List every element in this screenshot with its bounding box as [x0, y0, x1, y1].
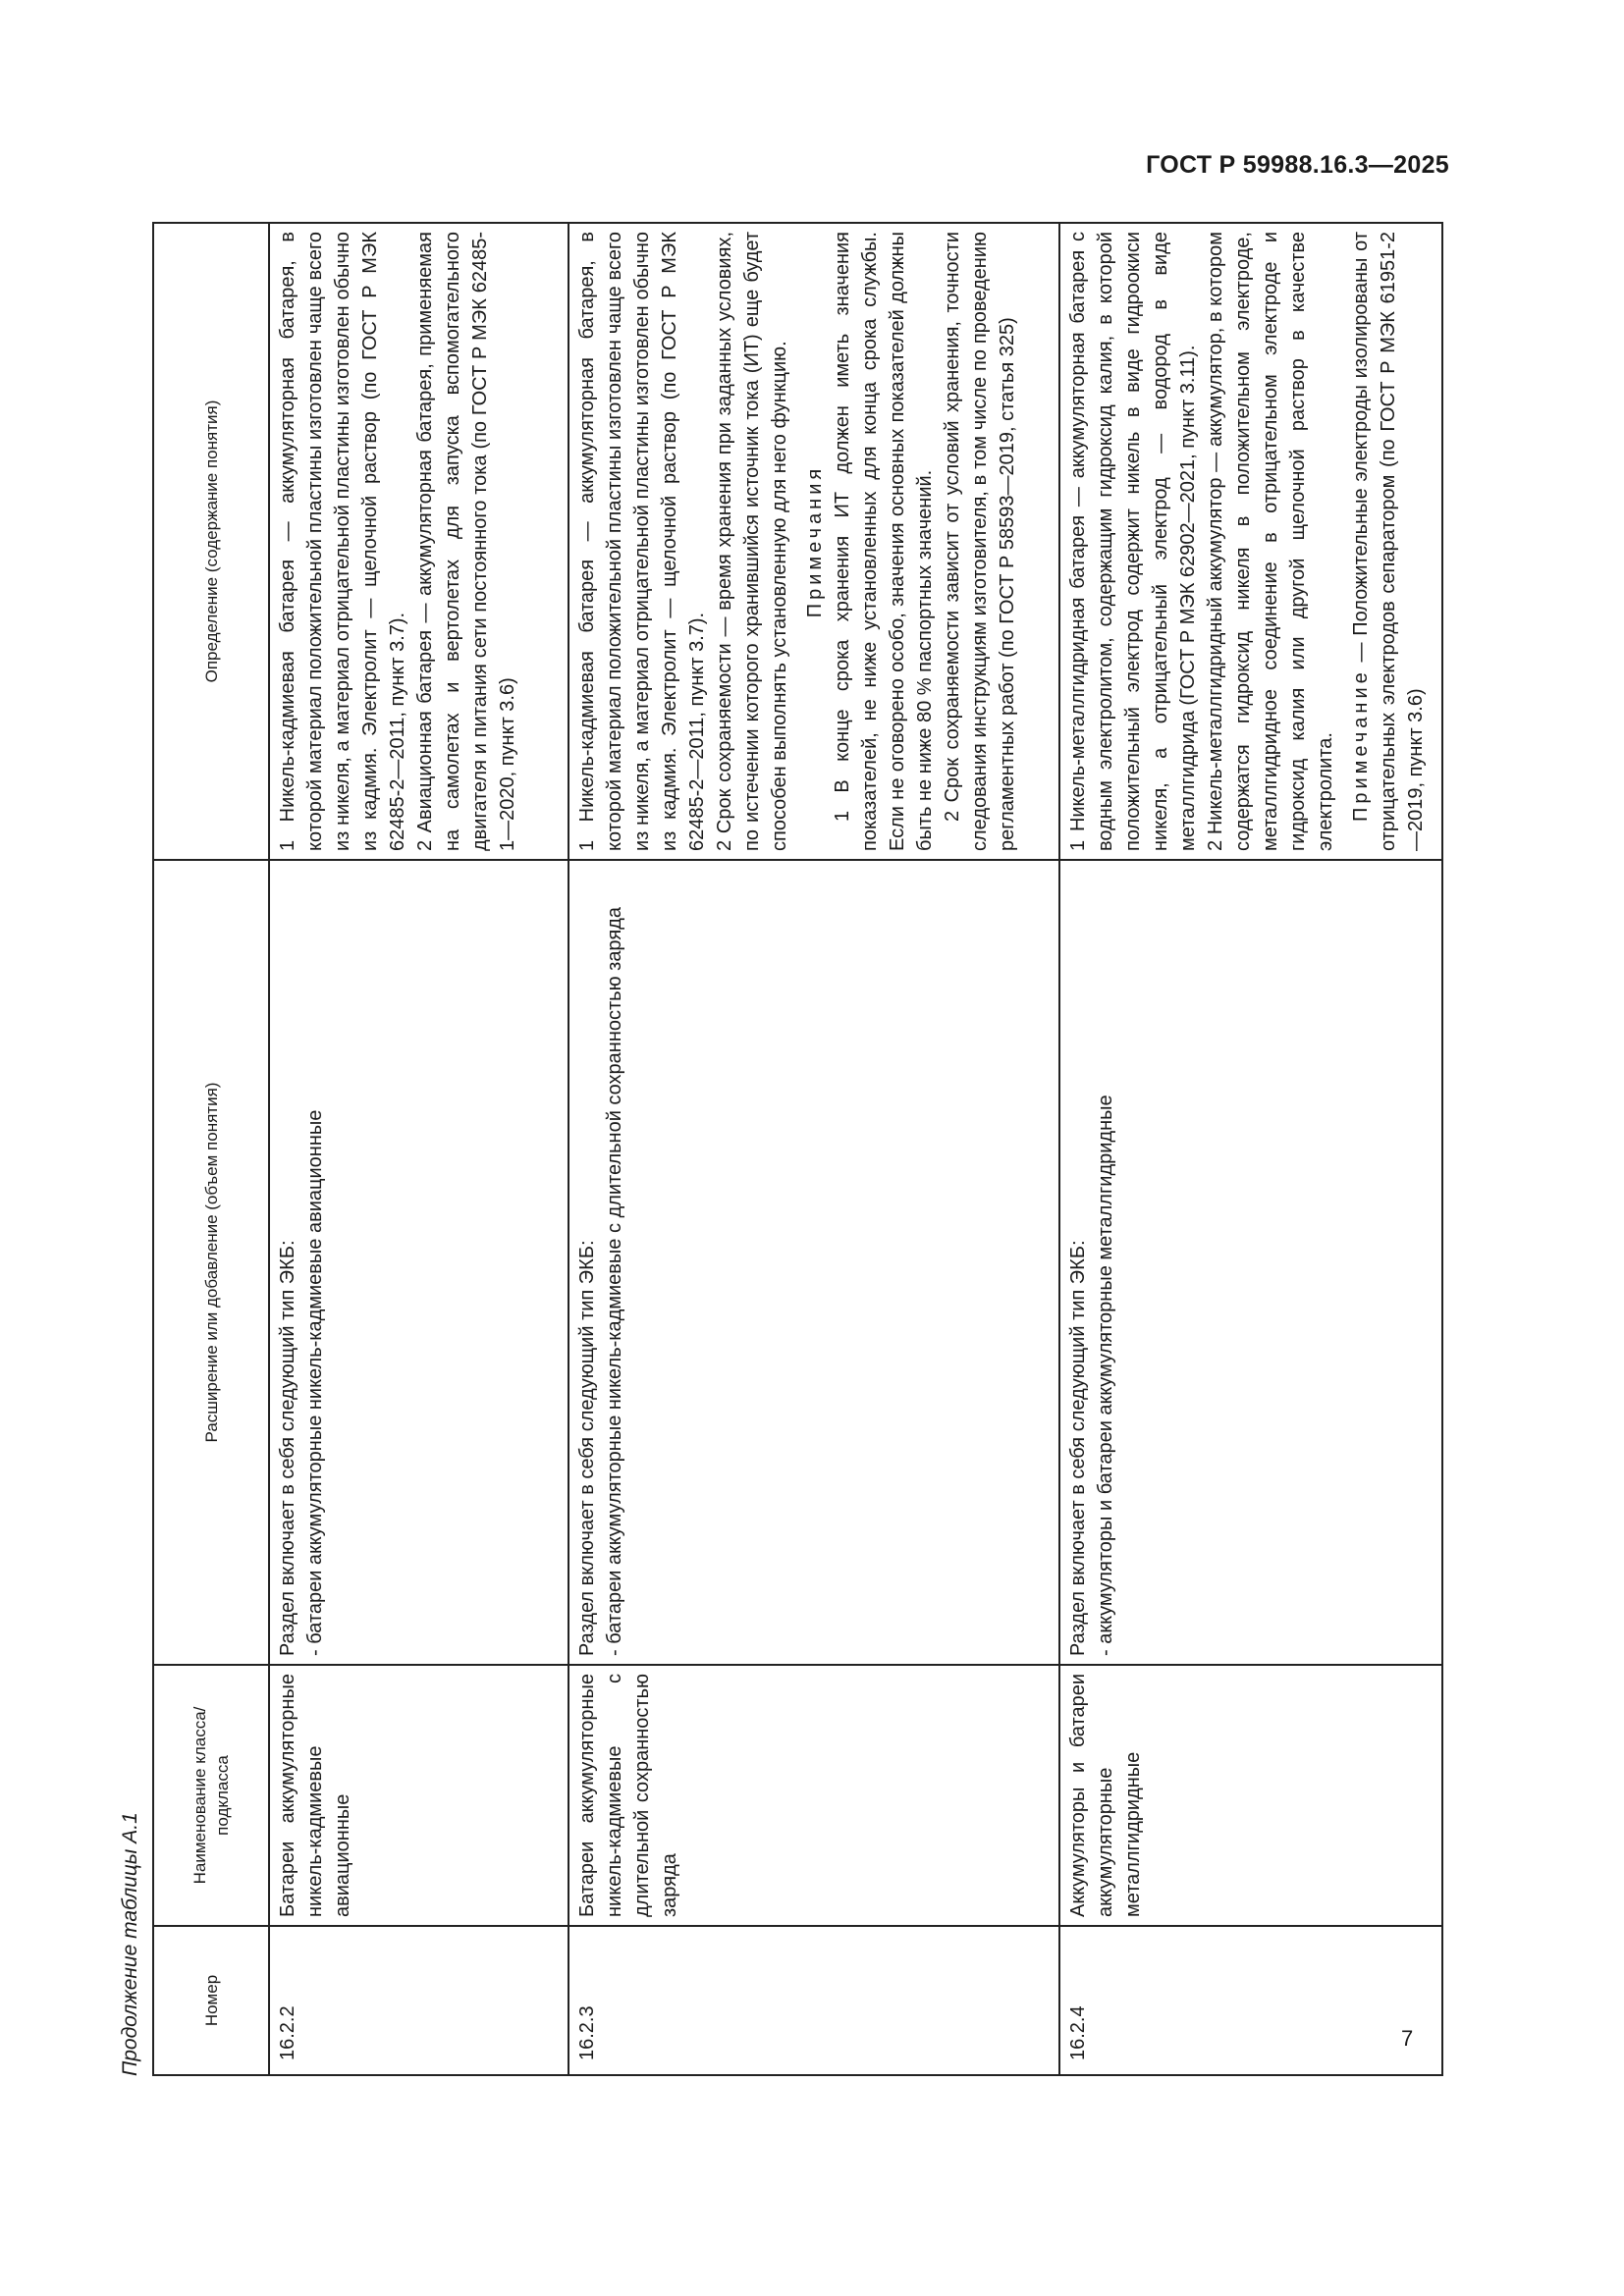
- extension-line: - батареи аккумуляторные никель-кадмиевые с длительной сохранностью заряда: [604, 907, 625, 1656]
- definition-paragraph: 2 Авиационная батарея — аккумуляторная батарея, применяемая на самолетах и вертолетах для запуска вспомогательного двигателя и питания сети постоянного тока (по ГОСТ Р МЭК 62485-1—2020, пункт 3.6): [414, 232, 518, 851]
- note-label: Примечание: [1350, 668, 1372, 822]
- page-number: 7: [1401, 2026, 1414, 2051]
- note-text: — Положительные электроды изолированы от отрицательных электродов сепаратором (по ГОСТ Р МЭК 61951-2—2019, пункт 3.6): [1350, 232, 1427, 851]
- row-definition: [269, 223, 568, 860]
- column-header-extension: Расширение или добавление (объем понятия): [153, 860, 269, 1665]
- row-number: 16.2.2: [269, 1926, 568, 2075]
- column-header-definition: Определение (содержание понятия): [153, 223, 269, 860]
- row-number: 16.2.3: [568, 1926, 1059, 2075]
- row-extension: [269, 860, 568, 1665]
- column-header-number: Номер: [153, 1926, 269, 2075]
- definition-paragraph: 2 Никель-металлгидридный аккумулятор — аккумулятор, в котором содержатся гидроксид никеля в положительном электроде, металлгидридное соединение в отрицательном электроде и гидроксид калия или другой щелочной раствор в качестве электролита.: [1205, 232, 1336, 851]
- definition-paragraph: 1 Никель-кадмиевая батарея — аккумуляторная батарея, в которой материал положительной пластины изготовлен чаще всего из никеля, а материал отрицательной пластины изготовлен обычно из кадмия. Электролит — щелочной раствор (по ГОСТ Р МЭК 62485-2—2011, пункт 3.7).: [576, 232, 708, 851]
- note-paragraph: 1 В конце срока хранения ИТ должен иметь значения показателей, не ниже установленных для конца срока службы. Если не оговорено особо, значения основных показателей должны быть не ниже 80 % паспортных значений.: [832, 232, 936, 851]
- table-header-row: [153, 223, 269, 2075]
- row-definition: [1059, 223, 1442, 860]
- classification-table: [152, 222, 1443, 2076]
- extension-line: - аккумуляторы и батареи аккумуляторные металлгидридные: [1095, 1095, 1116, 1656]
- table-caption: Продолжение таблицы А.1: [119, 1812, 141, 2076]
- note-paragraph: 2 Срок сохраняемости зависит от условий хранения, точности следования инструкциям изготовителя, в том числе по проведению регламентных работ (по ГОСТ Р 58593—2019, статья 325): [942, 232, 1018, 851]
- document-code: ГОСТ Р 59988.16.3—2025: [1146, 151, 1449, 179]
- table-row: [269, 223, 568, 2075]
- notes-title: Примечания: [804, 464, 826, 618]
- definition-paragraph: 1 Никель-металлгидридная батарея — аккумуляторная батарея с водным электролитом, содержащим гидроксид калия, в которой положительный электрод содержит никель в виде гидроокиси никеля, а отрицательный электрод — водород в виде металлгидрида (ГОСТ Р МЭК 62902—2021, пункт 3.11).: [1067, 232, 1199, 851]
- row-extension: [568, 860, 1059, 1665]
- extension-line: Раздел включает в себя следующий тип ЭКБ:: [1067, 1240, 1089, 1656]
- table-row: [1059, 223, 1442, 2075]
- rotated-table-region: [111, 224, 1427, 2076]
- definition-paragraph: 2 Срок сохраняемости — время хранения при заданных условиях, по истечении которого хранившийся источник тока (ИТ) еще будет способен выполнять установленную для него функцию.: [714, 232, 790, 851]
- extension-line: Раздел включает в себя следующий тип ЭКБ:: [277, 1240, 298, 1656]
- definition-paragraph: 1 Никель-кадмиевая батарея — аккумуляторная батарея, в которой материал положительной пластины изготовлен чаще всего из никеля, а материал отрицательной пластины изготовлен обычно из кадмия. Электролит — щелочной раствор (по ГОСТ Р МЭК 62485-2—2011, пункт 3.7).: [277, 232, 408, 851]
- row-class-name: Батареи аккумуляторные никель-кадмиевые авиационные: [269, 1665, 568, 1926]
- row-definition: [568, 223, 1059, 860]
- note-paragraph: [1347, 232, 1430, 851]
- table-row: [568, 223, 1059, 2075]
- extension-line: - батареи аккумуляторные никель-кадмиевые авиационные: [304, 1109, 326, 1656]
- row-extension: [1059, 860, 1442, 1665]
- extension-line: Раздел включает в себя следующий тип ЭКБ:: [576, 1240, 598, 1656]
- row-class-name: Аккумуляторы и батареи аккумуляторные металлгидридные: [1059, 1665, 1442, 1926]
- row-number: 16.2.4: [1059, 1926, 1442, 2075]
- column-header-name: Наименование класса/ подкласса: [153, 1665, 269, 1926]
- row-class-name: Батареи аккумуляторные никель-кадмиевые с длительной сохранностью заряда: [568, 1665, 1059, 1926]
